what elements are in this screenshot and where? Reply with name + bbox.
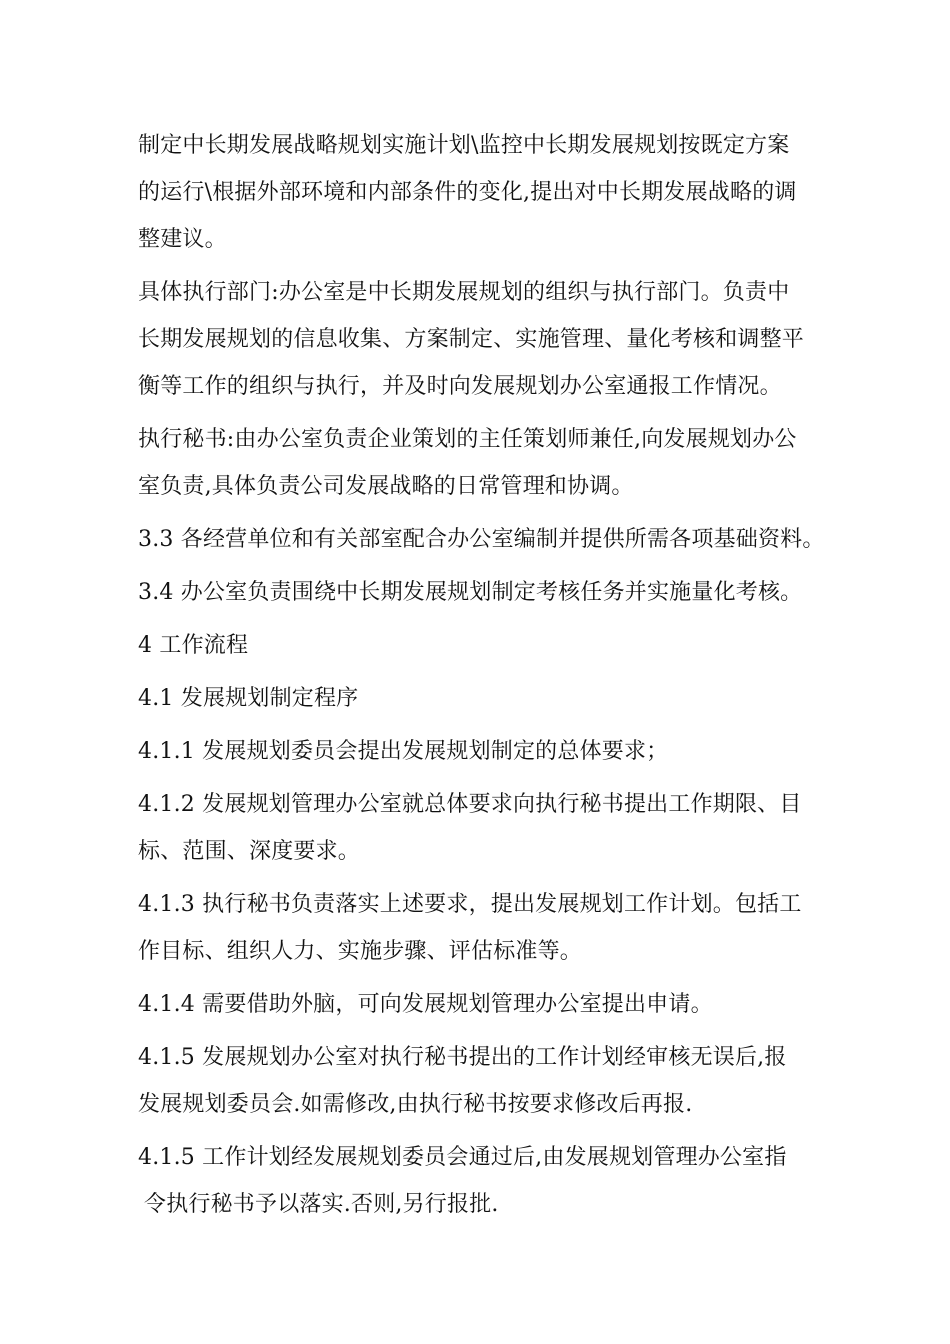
paragraph-strategy-plan: [138, 122, 828, 263]
section-4-1-1: [138, 728, 828, 775]
text-line: 整建议。: [138, 227, 227, 252]
text-line: 作目标、组织人力、实施步骤、评估标准等。: [138, 939, 583, 964]
text-line: 4.1.3 执行秘书负责落实上述要求，提出发展规划工作计划。包括工: [138, 892, 802, 917]
text-line: 发展规划委员会.如需修改,由执行秘书按要求修改后再报.: [138, 1092, 693, 1117]
text-line: 执行秘书:由办公室负责企业策划的主任策划师兼任,向发展规划办公: [138, 427, 797, 452]
section-4-1-4: [138, 981, 828, 1028]
section-title: 4.1 发展规划制定程序: [138, 686, 359, 711]
text-line: 3.4 办公室负责围绕中长期发展规划制定考核任务并实施量化考核。: [138, 580, 803, 605]
text-line: 4.1.5 工作计划经发展规划委员会通过后,由发展规划管理办公室指: [138, 1145, 787, 1170]
text-line: 标、范围、深度要求。: [138, 839, 361, 864]
section-heading-4: [138, 622, 828, 669]
text-line: 令执行秘书予以落实.否则,另行报批.: [144, 1192, 499, 1217]
text-line: 衡等工作的组织与执行，并及时向发展规划办公室通报工作情况。: [138, 374, 782, 399]
section-3-3: [138, 516, 828, 563]
section-heading-4-1: [138, 675, 828, 722]
text-line: 具体执行部门:办公室是中长期发展规划的组织与执行部门。负责中: [138, 280, 790, 305]
section-3-4: [138, 569, 828, 616]
section-4-1-3: [138, 881, 828, 975]
text-line: 4.1.5 发展规划办公室对执行秘书提出的工作计划经审核无误后,报: [138, 1045, 787, 1070]
text-line: 4.1.2 发展规划管理办公室就总体要求向执行秘书提出工作期限、目: [138, 792, 802, 817]
section-title: 4 工作流程: [138, 633, 249, 658]
section-4-1-5-review: [138, 1034, 828, 1128]
document-body: [138, 122, 828, 1234]
text-line: 的运行\根据外部环境和内部条件的变化,提出对中长期发展战略的调: [138, 180, 797, 205]
paragraph-executing-department: [138, 269, 828, 410]
text-line: 3.3 各经营单位和有关部室配合办公室编制并提供所需各项基础资料。: [138, 527, 825, 552]
section-4-1-2: [138, 781, 828, 875]
text-line: 制定中长期发展战略规划实施计划\监控中长期发展规划按既定方案: [138, 133, 790, 158]
text-line: 4.1.4 需要借助外脑，可向发展规划管理办公室提出申请。: [138, 992, 713, 1017]
section-4-1-5-approval: [138, 1134, 828, 1228]
paragraph-executive-secretary: [138, 416, 828, 510]
text-line: 4.1.1 发展规划委员会提出发展规划制定的总体要求；: [138, 739, 669, 764]
text-line: 长期发展规划的信息收集、方案制定、实施管理、量化考核和调整平: [138, 327, 805, 352]
text-line: 室负责,具体负责公司发展战略的日常管理和协调。: [138, 474, 634, 499]
